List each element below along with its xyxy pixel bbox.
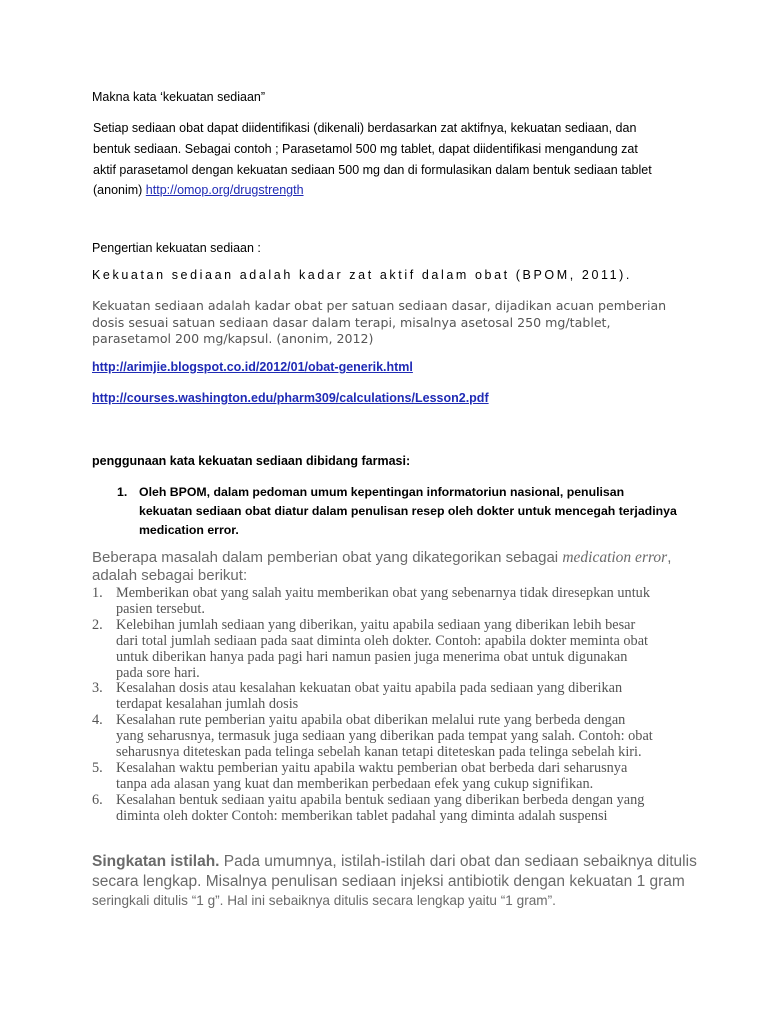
definition-2-line-2: dosis sesuai satuan sediaan dasar dalam terapi, misalnya asetosal 250 mg/tablet, <box>92 315 611 330</box>
bpom-definition: Kekuatan sediaan adalah kadar zat aktif dalam obat (BPOM, 2011). <box>92 268 633 282</box>
item-1-line-1: Oleh BPOM, dalam pedoman umum kepentingan informatoriun nasional, penulisan <box>139 485 625 499</box>
medication-error-intro-line-2: adalah sebagai berikut: <box>92 567 248 584</box>
error-item-6-line-1: Kesalahan bentuk sediaan yaitu apabila bentuk sediaan yang diberikan berbeda dengan yang <box>116 791 645 808</box>
error-item-2-line-4: pada sore hari. <box>116 664 200 681</box>
heading-penggunaan: penggunaan kata kekuatan sediaan dibidang farmasi: <box>92 454 411 468</box>
paragraph-identifikasi-line-2: bentuk sediaan. Sebagai contoh ; Parasetamol 500 mg tablet, dapat diidentifikasi mengandung zat <box>93 142 638 156</box>
singkatan-heading: Singkatan istilah. <box>92 853 220 870</box>
intro-suffix: , <box>667 549 672 566</box>
paragraph-identifikasi-line-4 <box>93 180 304 201</box>
error-item-4-line-1: Kesalahan rute pemberian yaitu apabila obat diberikan melalui rute yang berbeda dengan <box>116 712 626 729</box>
error-item-5-line-2: tanpa ada alasan yang kuat dan memberikan perbedaan efek yang cukup signifikan. <box>116 775 594 792</box>
error-item-4-line-2: yang seharusnya, termasuk juga sediaan yang diberikan pada tempat yang salah. Contoh: obat <box>116 728 653 745</box>
error-item-2-line-1: Kelebihan jumlah sediaan yang diberikan, yaitu apabila sediaan yang diberikan lebih besar <box>116 616 636 633</box>
error-item-1-number: 1. <box>92 585 103 601</box>
error-item-1-line-1: Memberikan obat yang salah yaitu memberikan obat yang sebenarnya tidak diresepkan untuk <box>116 585 650 601</box>
item-1-line-3: medication error. <box>139 523 239 537</box>
error-item-3-number: 3. <box>92 680 103 697</box>
paragraph-identifikasi-line-3: aktif parasetamol dengan kekuatan sediaan 500 mg dan di formulasikan dalam bentuk sediaan tablet <box>93 163 652 177</box>
singkatan-line-1 <box>92 853 697 871</box>
error-item-6-line-2: diminta oleh dokter Contoh: memberikan tablet padahal yang diminta adalah suspensi <box>116 807 608 824</box>
error-item-4-line-3: seharusnya diteteskan pada telinga sebelah kanan tetapi diteteskan pada telinga sebelah kiri. <box>116 744 642 760</box>
definition-2-line-3: parasetamol 200 mg/kapsul. (anonim, 2012) <box>92 331 374 346</box>
error-item-5-number: 5. <box>92 759 103 776</box>
singkatan-text-1: Pada umumnya, istilah-istilah dari obat dan sediaan sebaiknya ditulis <box>219 853 697 870</box>
medication-error-intro <box>92 549 671 567</box>
heading-pengertian: Pengertian kekuatan sediaan : <box>92 241 261 255</box>
link-omop-drugstrength[interactable]: http://omop.org/drugstrength <box>145 183 304 197</box>
error-item-1-line-2: pasien tersebut. <box>116 600 205 617</box>
singkatan-line-2: secara lengkap. Misalnya penulisan sediaan injeksi antibiotik dengan kekuatan 1 gram <box>92 873 685 890</box>
source-anonim: (anonim) <box>93 183 146 197</box>
item-1-number: 1. <box>117 485 128 499</box>
link-arimjie-blogspot[interactable]: http://arimjie.blogspot.co.id/2012/01/obat-generik.html <box>92 360 413 374</box>
error-item-2-line-3: untuk diberikan hanya pada pagi hari namun pasien juga menerima obat untuk digunakan <box>116 648 628 665</box>
error-item-6-number: 6. <box>92 791 103 808</box>
error-item-2-number: 2. <box>92 616 103 633</box>
error-item-4-number: 4. <box>92 712 103 729</box>
singkatan-line-3: seringkali ditulis “1 g”. Hal ini sebaiknya ditulis secara lengkap yaitu “1 gram”. <box>92 893 556 908</box>
item-1-line-2: kekuatan sediaan obat diatur dalam penulisan resep oleh dokter untuk mencegah terjadinya <box>139 504 677 518</box>
definition-2-line-1: Kekuatan sediaan adalah kadar obat per satuan sediaan dasar, dijadikan acuan pemberian <box>92 298 667 313</box>
error-item-5-line-1: Kesalahan waktu pemberian yaitu apabila waktu pemberian obat berbeda dari seharusnya <box>116 759 628 776</box>
heading-makna-kata: Makna kata ‘kekuatan sediaan” <box>92 90 266 104</box>
paragraph-identifikasi-line-1: Setiap sediaan obat dapat diidentifikasi (dikenali) berdasarkan zat aktifnya, kekuatan sediaan, dan <box>93 121 637 135</box>
error-item-3-line-2: terdapat kesalahan jumlah dosis <box>116 696 299 713</box>
link-washington-lesson2[interactable]: http://courses.washington.edu/pharm309/calculations/Lesson2.pdf <box>92 391 489 405</box>
error-item-2-line-2: dari total jumlah sediaan pada saat diminta oleh dokter. Contoh: apabila dokter meminta obat <box>116 632 649 649</box>
intro-medication-error-term: medication error <box>562 549 668 566</box>
intro-prefix: Beberapa masalah dalam pemberian obat yang dikategorikan sebagai <box>92 549 563 566</box>
error-item-3-line-1: Kesalahan dosis atau kesalahan kekuatan obat yaitu apabila pada sediaan yang diberikan <box>116 680 623 697</box>
